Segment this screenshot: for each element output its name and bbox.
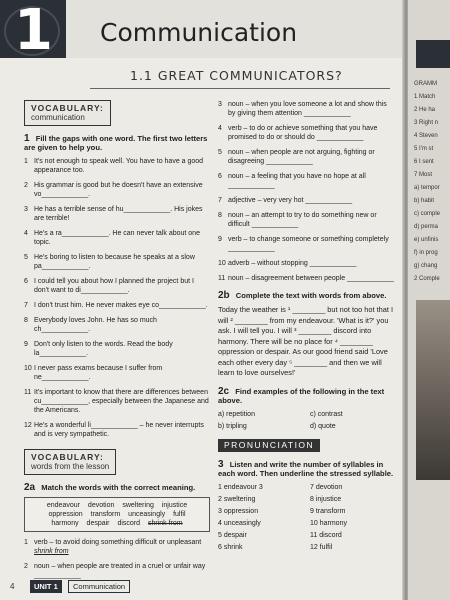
item-text: Everybody loves John. He has so much ch____________. — [34, 317, 157, 333]
item-number: 10 — [218, 260, 226, 267]
item-number: 2 — [24, 563, 28, 570]
word-item: transform — [90, 511, 121, 518]
item-text: adverb – without stopping ____________ — [228, 260, 357, 267]
item-text: noun – when people are treated in a cruel or unfair way ____________ — [34, 563, 206, 579]
item-number: 11 — [218, 275, 226, 282]
item-number: 7 — [218, 197, 222, 204]
task-instruction: Find examples of the following in the text above. — [218, 386, 385, 405]
item-number: 3 — [24, 206, 28, 213]
syllable-word: 2 sweltering — [218, 495, 256, 503]
item-text: He's boring to listen to because he speaks at a slow pa____________. — [34, 254, 195, 270]
pronunciation-heading: PRONUNCIATION — [218, 439, 320, 452]
word-row — [30, 519, 204, 528]
item-number: 5 — [24, 254, 28, 261]
item-text: It's important to know that there are differences between cu____________, especially between the Japanese and the Americans. — [34, 389, 209, 414]
task-2c-options — [218, 410, 396, 431]
vocabulary-box-2 — [24, 449, 116, 475]
list-item — [24, 205, 210, 223]
word-item: injustice — [161, 502, 188, 509]
task-number: 2b — [218, 290, 230, 301]
task-number: 1 — [24, 133, 30, 144]
task-instruction: Listen and write the number of syllables in each word. Then underline the stressed syllable. — [218, 459, 394, 478]
item-text: noun – an attempt to try to do something new or difficult ____________ — [228, 212, 377, 228]
item-number: 6 — [218, 173, 222, 180]
facing-page-line: 3 Right n — [414, 120, 439, 126]
task-2b — [218, 291, 396, 300]
syllable-word: 8 injustice — [310, 495, 342, 503]
item-text: verb – to change someone or something completely ____________ — [228, 236, 389, 252]
word-item: despair — [86, 520, 110, 527]
word-item: harmony — [51, 520, 79, 527]
facing-page-line: 6 I sent — [414, 159, 434, 165]
footer-unit-label: UNIT 1 — [30, 580, 62, 593]
list-item — [218, 196, 396, 205]
item-text: noun – when people are not arguing, fighting or disagreeing ____________ — [228, 149, 375, 165]
item-text: He has a terrible sense of hu____________. His jokes are terrible! — [34, 206, 203, 222]
task-2a — [24, 483, 210, 492]
syllable-word: 6 shrink — [218, 543, 243, 551]
facing-page — [408, 0, 450, 600]
item-number: 4 — [218, 125, 222, 132]
item-text: noun – disagreement between people ____________ — [228, 275, 394, 282]
syllable-word: 11 discord — [310, 531, 342, 539]
item-number: 10 — [24, 365, 32, 372]
facing-page-line: 7 Most — [414, 172, 433, 178]
item-number: 1 — [24, 158, 28, 165]
item-number: 11 — [24, 389, 32, 396]
list-item — [24, 229, 210, 247]
item-text: He's a ra____________. He can never talk about one topic. — [34, 230, 200, 246]
item-number: 4 — [24, 230, 28, 237]
item-number: 1 — [24, 539, 28, 546]
page-number: 4 — [10, 582, 15, 591]
list-item — [24, 181, 210, 199]
vocabulary-box-1 — [24, 100, 111, 126]
word-item: oppression — [48, 511, 83, 518]
list-item — [24, 316, 210, 334]
word-item: endeavour — [46, 502, 80, 509]
item-text: adjective – very very hot ____________ — [228, 197, 353, 204]
list-item — [218, 274, 396, 283]
word-box — [24, 497, 210, 532]
facing-page-line: f) in prog — [414, 250, 438, 256]
list-item — [218, 259, 396, 268]
handwritten-answer: shrink from — [34, 548, 69, 555]
footer-section-label: Communication — [68, 580, 130, 593]
item-number: 8 — [218, 212, 222, 219]
list-item — [24, 421, 210, 439]
item-text: I could tell you about how I planned the project but I don't want to di____________. — [34, 278, 194, 294]
facing-page-line: 2 Comple — [414, 276, 440, 282]
gap-fill-paragraph: Today the weather is ¹ ________ but not too hot that I will ² ________ from my endeavour. 'What is it?' you ask. I will tell you. I will ³ ________ discord into harmony. There will be no place for ⁴ ________ oppression or despair. As our good friend said 'Love each other every day ⁵ ________ and then we will learn to love ourselves!' — [218, 305, 394, 377]
option: c) contrast — [310, 410, 343, 418]
unit-number: 1 — [14, 0, 53, 63]
word-item: fulfil — [173, 511, 186, 518]
task-instruction: Fill the gaps with one word. The first two letters are given to help you. — [24, 134, 208, 152]
vocabulary-title: VOCABULARY: — [31, 452, 104, 462]
item-number: 6 — [24, 278, 28, 285]
item-text: I never pass exams because I suffer from ne____________. — [34, 365, 163, 381]
list-item — [218, 211, 396, 229]
facing-page-line: c) comple — [414, 211, 441, 217]
vocabulary-subtitle: communication — [31, 113, 85, 122]
item-text: noun – when you love someone a lot and show this by giving them attention ____________ — [228, 101, 387, 117]
list-item — [218, 148, 396, 166]
list-item — [218, 172, 396, 190]
item-number: 9 — [218, 236, 222, 243]
option: b) tripling — [218, 422, 247, 430]
task-number: 2c — [218, 385, 230, 397]
syllable-word: 10 harmony — [310, 519, 347, 527]
task-1 — [24, 134, 210, 152]
vocabulary-title: VOCABULARY: — [31, 103, 104, 113]
list-item — [24, 388, 210, 415]
item-text — [34, 538, 210, 556]
syllable-word: 3 oppression — [218, 507, 259, 515]
facing-page-line: 4 Steven — [414, 133, 438, 139]
item-prompt: verb – to avoid doing something difficult or unpleasant — [34, 539, 202, 546]
item-number: 7 — [24, 302, 28, 309]
option: a) repetition — [218, 410, 255, 418]
item-number: 8 — [24, 317, 28, 324]
list-item — [218, 235, 396, 253]
title-rule — [90, 88, 390, 89]
list-item — [218, 124, 396, 142]
facing-page-line: 2 He ha — [414, 107, 436, 113]
task-instruction: Match the words with the correct meaning. — [41, 483, 196, 492]
item-text: He's a wonderful li____________ – he never interrupts and is very sympathetic. — [34, 422, 204, 438]
facing-page-line: GRAMM — [414, 81, 437, 87]
word-item: discord — [117, 520, 141, 527]
word-item: sweltering — [122, 502, 154, 509]
list-item — [24, 253, 210, 271]
list-item — [24, 340, 210, 358]
task-2a-items-continued — [218, 100, 396, 283]
item-text: verb – to do or achieve something that you have promised to do or should do ____________ — [228, 125, 378, 141]
syllable-word: 4 unceasingly — [218, 519, 261, 527]
facing-page-text — [414, 80, 450, 288]
word-row — [30, 510, 204, 519]
syllable-word: 12 fulfil — [310, 543, 333, 551]
left-column — [24, 100, 210, 586]
facing-page-line: a) tempor — [414, 185, 440, 191]
syllable-word: 9 transform — [310, 507, 346, 515]
word-item: unceasingly — [128, 511, 166, 518]
vocabulary-subtitle: words from the lesson — [31, 462, 110, 471]
task-3 — [218, 460, 396, 478]
list-item — [24, 277, 210, 295]
facing-page-line: 5 I'm st — [414, 146, 434, 152]
syllable-word-grid — [218, 483, 396, 552]
word-item-struck: shrink from — [148, 520, 183, 527]
page-header — [0, 0, 408, 63]
item-number: 3 — [218, 101, 222, 108]
unit-title: Communication — [100, 18, 298, 47]
facing-page-line: g) chang — [414, 263, 438, 269]
item-text: It's not enough to speak well. You have to have a good appearance too. — [34, 158, 204, 174]
task-2c — [218, 387, 396, 405]
item-number: 9 — [24, 341, 28, 348]
page-footer — [0, 576, 408, 600]
task-number: 3 — [218, 458, 224, 470]
facing-page-photo — [416, 300, 450, 480]
facing-page-line: b) habit — [414, 198, 435, 204]
task-instruction: Complete the text with words from above. — [235, 291, 387, 300]
item-text: His grammar is good but he doesn't have an extensive vo____________. — [34, 182, 203, 198]
facing-page-line: 1 Match — [414, 94, 436, 100]
facing-page-header — [416, 40, 450, 68]
syllable-word: 1 endeavour 3 — [218, 483, 263, 491]
item-text: noun – a feeling that you have no hope at all ____________ — [228, 173, 366, 189]
section-title: 1.1 GREAT COMMUNICATORS? — [130, 68, 343, 83]
item-number: 5 — [218, 149, 222, 156]
syllable-word: 5 despair — [218, 531, 247, 539]
list-item — [218, 100, 396, 118]
list-item — [24, 538, 210, 556]
facing-page-line: d) perma — [414, 224, 439, 230]
task-number: 2a — [24, 482, 36, 493]
task-1-items — [24, 157, 210, 439]
item-text: Don't only listen to the words. Read the body la____________. — [34, 341, 173, 357]
word-row — [30, 501, 204, 510]
right-column — [218, 100, 396, 558]
list-item — [24, 301, 210, 310]
syllable-word: 7 devotion — [310, 483, 343, 491]
unit-number-block — [0, 0, 66, 63]
list-item — [24, 364, 210, 382]
facing-page-line: e) unfinis — [414, 237, 439, 243]
list-item — [24, 157, 210, 175]
item-number: 12 — [24, 422, 32, 429]
item-number: 2 — [24, 182, 28, 189]
item-text: I don't trust him. He never makes eye co____________. — [34, 302, 208, 309]
word-item: devotion — [87, 502, 115, 509]
option: d) quote — [310, 422, 336, 430]
